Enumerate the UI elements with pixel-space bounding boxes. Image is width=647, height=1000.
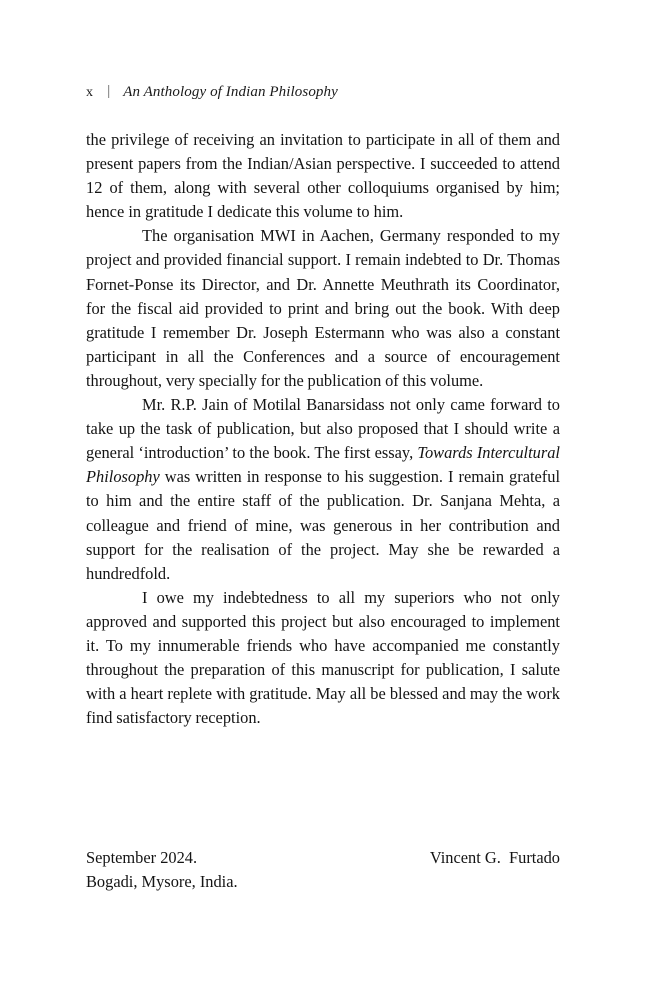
book-title: An Anthology of Indian Philosophy xyxy=(123,84,338,100)
signature-author: Vincent G. Furtado xyxy=(429,848,560,867)
page-folio-number: x xyxy=(86,85,94,100)
running-header xyxy=(86,84,560,101)
paragraph-3-tail: was written in response to his suggestion. I remain grateful to him and the entire staff of the publication. Dr. Sanjana Mehta, a colleague and friend of mine, was generous in her contribution and support for the realisation of the project. May she be rewarded a hundredfold. xyxy=(86,467,560,583)
signature-block xyxy=(86,846,560,894)
body-text-column xyxy=(86,128,560,730)
paragraph-3 xyxy=(86,393,560,586)
signature-place: Bogadi, Mysore, India. xyxy=(86,872,238,892)
paragraph-3-lead: Mr. R.P. Jain of Motilal Banarsidass not only came forward to take up the task of publication, but also proposed that I should write a general ‘introduction’ to the book. The first essay, xyxy=(86,395,560,463)
signature-row-primary xyxy=(86,846,560,870)
paragraph-4: I owe my indebtedness to all my superiors who not only approved and supported this project but also encouraged to implement it. To my innumerable friends who have accompanied me constantly throughout the preparation of this manuscript for publication, I salute with a heart replete with gratitude. May all be blessed and may the work find satisfactory reception. xyxy=(86,587,560,728)
header-separator: | xyxy=(107,83,111,99)
paragraph-1: the privilege of receiving an invitation to participate in all of them and present papers from the Indian/Asian perspective. I succeeded to attend 12 of them, along with several other colloquiums organised by him; hence in gratitude I dedicate this volume to him. xyxy=(86,130,560,222)
paragraph-2: The organisation MWI in Aachen, Germany responded to my project and provided financial support. I remain indebted to Dr. Thomas Fornet-Ponse its Director, and Dr. Annette Meuthrath its Coordinator, for the fiscal aid provided to print and bring out the book. With deep gratitude I remember Dr. Joseph Estermann who was also a constant participant in all the Conferences and a source of encouragement throughout, very specially for the publication of this volume. xyxy=(86,226,560,390)
signature-date: September 2024. xyxy=(86,848,198,867)
essay-title: Towards Intercultural Philosophy xyxy=(86,443,560,487)
